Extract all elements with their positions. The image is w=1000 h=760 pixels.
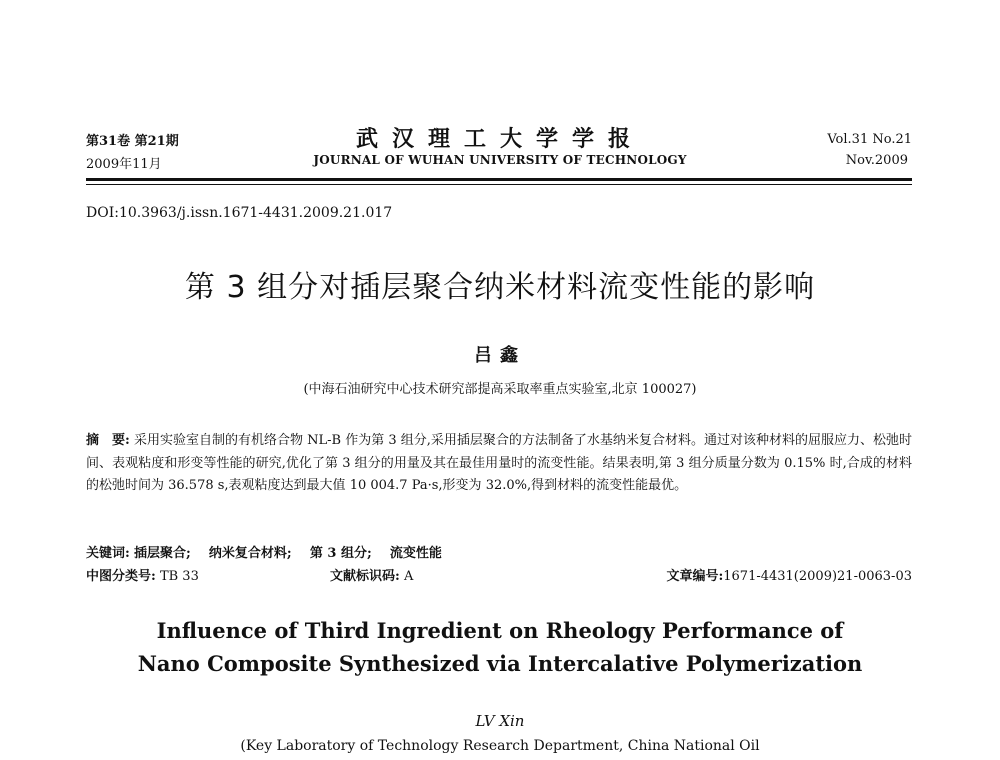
- volume-issue-cn: 第31卷 第21期: [86, 134, 179, 149]
- abstract-cn: [86, 430, 912, 498]
- doc-label: 文献标识码:: [330, 569, 400, 584]
- volume-issue-en: Vol.31 No.21: [827, 132, 912, 147]
- clc-label: 中图分类号:: [86, 569, 156, 584]
- article-title-cn: 第 3 组分对插层聚合纳米材料流变性能的影响: [184, 270, 816, 305]
- title-en-line-1: Influence of Third Ingredient on Rheology Performance of: [156, 618, 844, 643]
- article-value: 1671-4431(2009)21-0063-03: [723, 569, 912, 584]
- keyword-item: 纳米复合材料;: [208, 546, 292, 561]
- author-en: LV Xin: [475, 712, 525, 730]
- journal-title-en: JOURNAL OF WUHAN UNIVERSITY OF TECHNOLOGY: [313, 153, 687, 167]
- author-cn: 吕鑫: [474, 345, 526, 366]
- keywords-label: 关键词:: [86, 546, 130, 561]
- header-rule-thin: [86, 184, 912, 185]
- keyword-item: 流变性能: [389, 546, 442, 561]
- affiliation-en: (Key Laboratory of Technology Research Department, China National Oil: [240, 738, 760, 754]
- doi-line: DOI:10.3963/j.issn.1671-4431.2009.21.017: [86, 205, 393, 221]
- keyword-item: 插层聚合;: [133, 546, 191, 561]
- article-title-en: [0, 614, 1000, 680]
- date-en: Nov.2009: [845, 153, 908, 168]
- date-cn: 2009年11月: [86, 157, 162, 172]
- journal-title-cn: 武汉理工大学学报: [355, 126, 644, 152]
- article-label: 文章编号:: [666, 569, 724, 584]
- classification-row: [86, 565, 912, 583]
- article-number: [666, 565, 912, 584]
- header-rule-thick: [86, 178, 912, 181]
- title-en-line-2: Nano Composite Synthesized via Intercalative Polymerization: [137, 651, 863, 676]
- affiliation-cn: (中海石油研究中心技术研究部提高采取率重点实验室,北京 100027): [303, 382, 697, 397]
- document-code: [330, 565, 413, 584]
- abstract-text: 采用实验室自制的有机络合物 NL-B 作为第 3 组分,采用插层聚合的方法制备了水基纳米复合材料。通过对该种材料的屈服应力、松弛时间、表观粘度和形变等性能的研究,优化了第 3 组分的用量及其在最佳用量时的流变性能。结果表明,第 3 组分质量分数为 0.15% 时,合成的材料的松弛时间为 36.578 s,表观粘度达到最大值 10 004.7 Pa·s,形变为 32.0%,得到材料的流变性能最优。: [86, 433, 912, 493]
- clc-value: TB 33: [159, 569, 199, 584]
- keyword-item: 第 3 组分;: [309, 546, 372, 561]
- abstract-label: 摘 要:: [86, 433, 130, 448]
- keywords-cn: [86, 542, 456, 561]
- doc-value: A: [403, 569, 414, 584]
- clc-number: [86, 565, 199, 584]
